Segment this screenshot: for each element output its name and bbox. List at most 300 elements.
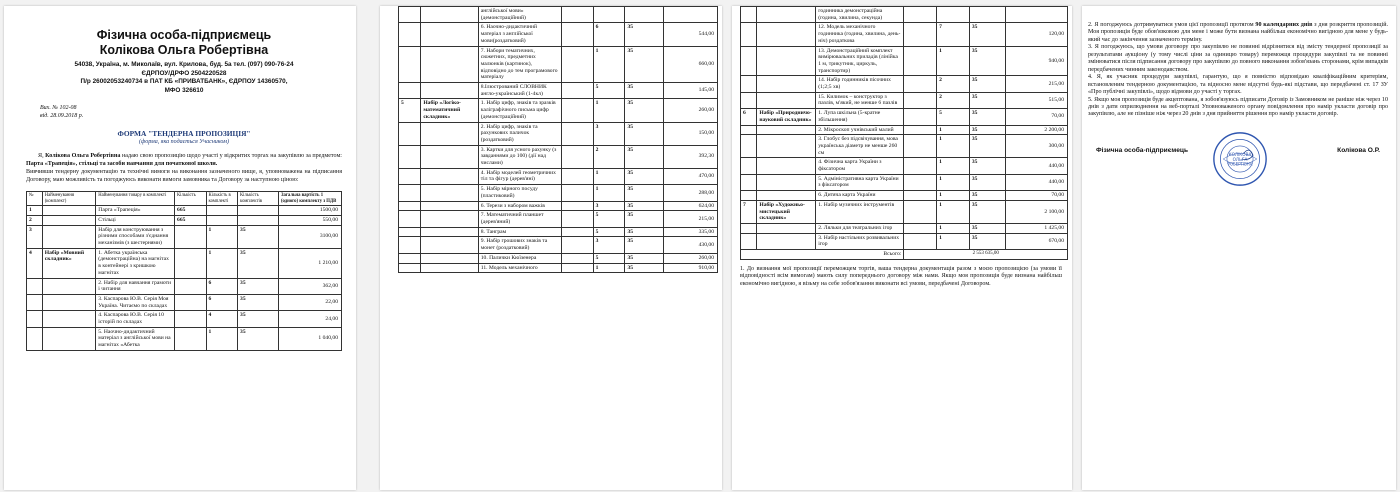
col-header-no: № <box>27 192 43 206</box>
row-number <box>27 294 43 310</box>
set-count: 35 <box>625 122 663 145</box>
quantity <box>904 233 937 249</box>
item-name: 1. Набір цифр, знаків та зразків каліграфічного письма цифр (демонстраційний) <box>478 99 561 122</box>
svg-text:КОЛІКОВА: КОЛІКОВА <box>1228 152 1252 158</box>
table-row <box>741 46 1068 76</box>
item-name: 2. Набір для навчання грамоти і читання <box>96 278 175 294</box>
set-count: 35 <box>969 76 1005 92</box>
item-name: 6. Наочно-дидактичний матеріал з англійської мови(роздатковий) <box>478 23 561 46</box>
set-count: 35 <box>969 109 1005 125</box>
quantity-per-set: 1 <box>593 263 625 273</box>
item-name: 10. Палички Кюїзенера <box>478 253 561 263</box>
quantity: 665 <box>175 215 207 225</box>
quantity-per-set: 1 <box>206 225 238 248</box>
row-number <box>741 174 757 190</box>
item-name: 2. Набір цифр, знаків та рахункових паличок (роздатковий) <box>478 122 561 145</box>
quantity-per-set: 1 <box>937 223 970 233</box>
item-name: 4. Набір моделей геометричних тіл та фігур (дерев'яні) <box>478 168 561 184</box>
quantity-per-set: 1 <box>937 233 970 249</box>
item-name: 1. Набір музичних інструментів <box>816 200 904 223</box>
quantity-per-set: 2 <box>937 76 970 92</box>
note-paragraph-1: 1. До визнання мої пропозиції переможцем торгів, ваша тендерна документація разом з моєю пропозицією (за умови її відповідності всім вимогам) мають силу попереднього договору між нами. Якщо моя пропозиція буде визнана найбільш економічно вигідною, я візьму на себе зобов'язання виконати всі умови, передбачені Договором. <box>740 265 1062 287</box>
total-value: 2 553 635,00 <box>904 250 1068 260</box>
table-row <box>741 135 1068 158</box>
quantity <box>561 168 593 184</box>
ref-number: Вих. № 102-08 <box>40 105 77 112</box>
set-count: 35 <box>625 168 663 184</box>
participant-name: Колікова Ольга Робертівна <box>45 153 121 160</box>
set-count: 35 <box>625 23 663 46</box>
row-number <box>741 233 757 249</box>
set-name <box>421 211 478 227</box>
quantity-per-set: 1 <box>937 135 970 158</box>
set-name <box>421 201 478 211</box>
set-count: 35 <box>625 46 663 83</box>
quantity-per-set: 2 <box>937 92 970 108</box>
set-total-price: 70,00 <box>1005 109 1067 125</box>
document-page-2 <box>380 6 722 490</box>
official-stamp-icon <box>1212 131 1268 187</box>
set-name <box>421 145 478 168</box>
table-row <box>741 125 1068 135</box>
item-name: 7. Набори тематичних, сюжетних, предметних малюнків (картинок), відповідно до тем програмового матеріалу <box>478 46 561 83</box>
document-page-4 <box>1082 6 1396 490</box>
set-count <box>238 206 279 216</box>
item-name: 3. Глобус без підсвічування, мова українська діаметр не менше 260 см <box>816 135 904 158</box>
set-name <box>421 46 478 83</box>
table-row <box>399 227 718 237</box>
set-total-price: 2 100,00 <box>1005 200 1067 223</box>
set-count: 35 <box>969 200 1005 223</box>
header-edrpou: ЄДРПОУ/ДРФО 2504220528 <box>141 69 227 77</box>
set-count: 35 <box>969 135 1005 158</box>
row-number <box>741 7 757 23</box>
intro-paragraph-2: Вивчивши тендерну документацію та технічні вимоги на виконання зазначеного вище, я, уповноважена на підписання Договору, маю можливість та погоджуюсь виконати вимоги замовника та Договору за наступною ціною: <box>26 169 342 183</box>
row-number <box>741 46 757 76</box>
quantity <box>904 158 937 174</box>
table-row <box>27 278 342 294</box>
quantity-per-set: 1 <box>937 200 970 223</box>
col-header-per-set: Кількість в комплекті <box>206 192 238 206</box>
item-name: 1. Лупа шкільна (5-кратне збільшення) <box>816 109 904 125</box>
set-count: 35 <box>238 225 279 248</box>
item-name: Набір для конструювання з різними способами з'єднання механізмів (з шестернями) <box>96 225 175 248</box>
set-total-price <box>663 7 717 23</box>
item-name: 2. Ляльки для театральних ігор <box>816 223 904 233</box>
quantity-per-set: 3 <box>593 122 625 145</box>
set-name <box>757 76 816 92</box>
quantity-per-set: 1 <box>937 191 970 201</box>
paragraph-3: 3. Я погоджуюсь, що умови договору про закупівлю не повинні відрізнятися від змісту тендерної пропозиції за результатами аукціону (у тому числі ціни за одиницю товару) переможця процедури закупівлі та не повинні змінюватися після підписання договору про закупівлю до повного виконання зобов'язань сторонами, крім випадків передбачених чинним законодавством. <box>1088 44 1388 73</box>
set-name <box>757 7 816 23</box>
col-header-item: Найменування товару в комплекті <box>96 192 175 206</box>
set-total-price: 1 210,00 <box>278 248 341 278</box>
quantity-per-set: 3 <box>593 201 625 211</box>
table-row <box>27 327 342 350</box>
quantity-per-set: 1 <box>593 185 625 201</box>
set-count: 35 <box>625 211 663 227</box>
svg-text:ОЛЬГА: ОЛЬГА <box>1232 156 1248 162</box>
row-number <box>399 168 421 184</box>
quantity <box>904 23 937 46</box>
set-name: Набір «Мовний складник» <box>42 248 96 278</box>
set-name <box>757 46 816 76</box>
form-subtitle: (форма, яка подається Учасником) <box>139 139 229 146</box>
table-row <box>741 7 1068 23</box>
row-number: 2 <box>27 215 43 225</box>
quantity <box>561 253 593 263</box>
set-total-price: 300,00 <box>1005 135 1067 158</box>
table-row <box>399 211 718 227</box>
col-header-sets: Кількість комплектів <box>238 192 279 206</box>
set-name <box>42 278 96 294</box>
set-count: 35 <box>969 92 1005 108</box>
quantity <box>561 263 593 273</box>
quantity-per-set <box>937 7 970 23</box>
table-row <box>741 233 1068 249</box>
row-number <box>399 201 421 211</box>
set-total-price: 470,00 <box>663 168 717 184</box>
table-row <box>27 248 342 278</box>
row-number: 5 <box>399 99 421 122</box>
set-total-price: 624,00 <box>663 201 717 211</box>
table-row <box>399 185 718 201</box>
table-row <box>399 201 718 211</box>
set-count: 35 <box>625 99 663 122</box>
table-row <box>399 99 718 122</box>
row-number <box>399 7 421 23</box>
set-total-price: 392,30 <box>663 145 717 168</box>
set-total-price: 670,00 <box>1005 233 1067 249</box>
set-name <box>421 227 478 237</box>
item-name: 11. Модель механічного <box>478 263 561 273</box>
item-name: 1. Абетка українська (демонстраційна) на магнітах в контейнері з кришкою магнітах <box>96 248 175 278</box>
table-row <box>399 46 718 83</box>
quantity <box>561 23 593 46</box>
item-name: 12. Модель механічного годинника (година, хвилина, день-ніч) роздаткова <box>816 23 904 46</box>
set-name <box>757 223 816 233</box>
table-row <box>741 158 1068 174</box>
signatory-title: Фізична особа-підприємець <box>1096 146 1189 154</box>
quantity-per-set: 1 <box>593 46 625 83</box>
svg-text:РОБЕРТІВНА: РОБЕРТІВНА <box>1227 161 1253 167</box>
set-name <box>42 215 96 225</box>
item-name: 9. Набір грошових знаків та монет (роздатковий) <box>478 237 561 253</box>
set-total-price: 1500,00 <box>278 206 341 216</box>
item-name: 5. Набір мірного посуду (пластиковий) <box>478 185 561 201</box>
set-total-price: 1 040,00 <box>278 327 341 350</box>
table-row <box>27 294 342 310</box>
set-total-price: 145,00 <box>663 83 717 99</box>
row-number: 7 <box>741 200 757 223</box>
price-table-page-3 <box>740 6 1068 260</box>
set-count: 35 <box>969 46 1005 76</box>
quantity <box>175 327 207 350</box>
quantity <box>561 7 593 23</box>
row-number <box>741 76 757 92</box>
quantity-per-set: 1 <box>937 158 970 174</box>
item-name: 4. Каспарова Ю.В. Серія 10 історій по складах <box>96 311 175 327</box>
set-total-price: 215,00 <box>663 211 717 227</box>
row-number <box>27 327 43 350</box>
table-row <box>741 109 1068 125</box>
set-name <box>757 174 816 190</box>
form-title: ФОРМА "ТЕНДЕРНА ПРОПОЗИЦІЯ" <box>117 129 251 139</box>
table-row <box>27 206 342 216</box>
set-total-price: 120,00 <box>1005 23 1067 46</box>
item-name: 6. Дитяча карта України <box>816 191 904 201</box>
table-row <box>741 174 1068 190</box>
set-count <box>625 7 663 23</box>
table-row <box>399 7 718 23</box>
item-name: 14. Набір годинників пісочних (1;2;5 хв) <box>816 76 904 92</box>
table-row <box>741 23 1068 46</box>
document-page-3 <box>732 6 1072 490</box>
procurement-subject: Парта «Трапеція», стільці та засоби навчання для початкової школи. <box>26 160 218 167</box>
set-name <box>421 185 478 201</box>
item-name: 4. Фізична карта України з фіксатором <box>816 158 904 174</box>
row-number <box>741 158 757 174</box>
row-number <box>399 263 421 273</box>
item-name: 5. Наочно-дидактичний матеріал з англійської мови на магнітах «Абетка <box>96 327 175 350</box>
paragraph-2: 2. Я погоджуюсь дотримуватися умов цієї пропозиції протягом 90 календарних днів з дня розкриття пропозицій. Моя пропозиція буде обов'язковою для мене і може бути визнана найбільш економічно вигідною для мене у будь-який час до закінчення зазначеного терміну. <box>1088 22 1388 43</box>
set-count: 35 <box>625 185 663 201</box>
set-count: 35 <box>625 263 663 273</box>
quantity <box>561 185 593 201</box>
set-total-price: 260,00 <box>663 253 717 263</box>
table-row <box>27 215 342 225</box>
set-total-price: 660,00 <box>663 46 717 83</box>
table-row <box>399 145 718 168</box>
quantity-per-set: 5 <box>593 83 625 99</box>
quantity-per-set: 1 <box>593 168 625 184</box>
set-total-price: 24,00 <box>278 311 341 327</box>
quantity <box>175 248 207 278</box>
price-table-page-1 <box>26 191 342 351</box>
quantity <box>904 92 937 108</box>
quantity <box>175 278 207 294</box>
set-name <box>757 125 816 135</box>
set-name <box>421 7 478 23</box>
quantity <box>904 223 937 233</box>
set-count: 35 <box>969 191 1005 201</box>
intro-paragraph: Я, Колікова Ольга Робертівна надаю свою пропозицію щодо участі у відкритих торгах на закупівлю за предметом: Парта «Трапеція», стільці та засоби навчання для початкової школи. <box>26 153 342 167</box>
set-name <box>42 327 96 350</box>
quantity-per-set: 5 <box>593 227 625 237</box>
quantity <box>904 7 937 23</box>
col-header-qty: Кількість <box>175 192 207 206</box>
item-name: 6. Терези з набором важків <box>478 201 561 211</box>
table-row <box>741 191 1068 201</box>
set-total-price: 215,00 <box>1005 76 1067 92</box>
quantity <box>561 83 593 99</box>
quantity <box>561 145 593 168</box>
row-number <box>741 223 757 233</box>
total-label: Всього: <box>741 250 904 260</box>
item-name: 3. Набір настільних розвивальних ігор <box>816 233 904 249</box>
table-row <box>399 168 718 184</box>
quantity-per-set: 1 <box>937 46 970 76</box>
quantity <box>561 237 593 253</box>
set-name <box>421 253 478 263</box>
item-name: 2. Мікроскоп учнівський малий <box>816 125 904 135</box>
set-count: 35 <box>625 227 663 237</box>
row-number <box>741 135 757 158</box>
item-name: 13. Демонстраційний комплект вимірювальних приладів (лінійка 1 м, трикутник, циркуль, транспортир) <box>816 46 904 76</box>
quantity <box>904 200 937 223</box>
set-name <box>757 233 816 249</box>
price-table-page-2 <box>398 6 718 273</box>
set-count: 35 <box>625 237 663 253</box>
set-name <box>42 294 96 310</box>
quantity <box>904 76 937 92</box>
set-total-price: 440,00 <box>1005 158 1067 174</box>
quantity-per-set: 6 <box>206 278 238 294</box>
quantity <box>561 122 593 145</box>
item-name: 7. Математичний планшет (дерев'яний) <box>478 211 561 227</box>
header-mfo: МФО 326610 <box>164 86 204 94</box>
col-header-set: Найменування (комплект) <box>42 192 96 206</box>
set-total-price: 335,00 <box>663 227 717 237</box>
set-count: 35 <box>238 311 279 327</box>
set-total-price: 288,00 <box>663 185 717 201</box>
row-number <box>399 46 421 83</box>
set-count: 35 <box>969 223 1005 233</box>
document-page-1 <box>4 6 356 490</box>
quantity <box>175 311 207 327</box>
quantity <box>561 211 593 227</box>
set-total-price: 70,00 <box>1005 191 1067 201</box>
quantity-per-set <box>593 7 625 23</box>
set-name: Набір «Природничо-науковий складник» <box>757 109 816 125</box>
row-number: 6 <box>741 109 757 125</box>
ref-date: від. 28.09.2018 р. <box>40 112 84 119</box>
table-row <box>399 253 718 263</box>
quantity <box>904 174 937 190</box>
set-name <box>421 168 478 184</box>
set-name <box>421 263 478 273</box>
set-total-price: 2 200,00 <box>1005 125 1067 135</box>
quantity <box>561 99 593 122</box>
set-count: 35 <box>625 253 663 263</box>
row-number <box>27 311 43 327</box>
quantity-per-set: 7 <box>937 23 970 46</box>
item-name: годинника демонстраційна (година, хвилина, секунда) <box>816 7 904 23</box>
set-name <box>42 206 96 216</box>
set-count: 35 <box>969 233 1005 249</box>
set-name <box>421 83 478 99</box>
quantity <box>175 294 207 310</box>
quantity-per-set: 5 <box>593 211 625 227</box>
item-name: Стільці <box>96 215 175 225</box>
quantity <box>904 125 937 135</box>
set-name <box>421 237 478 253</box>
quantity-per-set: 1 <box>206 248 238 278</box>
row-number <box>741 125 757 135</box>
table-row <box>399 263 718 273</box>
set-total-price: 1 425,00 <box>1005 223 1067 233</box>
table-row <box>741 223 1068 233</box>
set-total-price: 430,00 <box>663 237 717 253</box>
row-number <box>399 227 421 237</box>
item-name: 15. Килимок – конструктор з пазлів, м'який, не менше 6 пазлів <box>816 92 904 108</box>
quantity <box>175 225 207 248</box>
row-number <box>399 211 421 227</box>
set-name <box>421 122 478 145</box>
set-count <box>969 7 1005 23</box>
quantity: 665 <box>175 206 207 216</box>
set-count: 35 <box>969 125 1005 135</box>
set-total-price: 910,00 <box>663 263 717 273</box>
set-count: 35 <box>238 294 279 310</box>
header-title-line-1: Фізична особа-підприємець <box>96 28 272 42</box>
set-count: 35 <box>969 23 1005 46</box>
quantity-per-set: 1 <box>937 125 970 135</box>
quantity-per-set: 2 <box>593 145 625 168</box>
table-row <box>27 311 342 327</box>
set-total-price: 3100,00 <box>278 225 341 248</box>
quantity-per-set: 6 <box>206 294 238 310</box>
quantity-per-set <box>206 206 238 216</box>
row-number: 4 <box>27 248 43 278</box>
set-count: 35 <box>238 278 279 294</box>
set-count: 35 <box>625 145 663 168</box>
header-address: 54038, Україна, м. Миколаїв, вул. Крилова, буд. 5а тел. (097) 090-76-24 <box>74 61 294 68</box>
table-row <box>741 76 1068 92</box>
row-number: 3 <box>27 225 43 248</box>
set-count: 35 <box>238 327 279 350</box>
set-name <box>757 23 816 46</box>
set-total-price <box>1005 7 1067 23</box>
quantity-per-set: 5 <box>937 109 970 125</box>
row-number <box>399 185 421 201</box>
item-name: англійської мови» (демонстраційний) <box>478 7 561 23</box>
set-name <box>42 225 96 248</box>
quantity-per-set: 4 <box>206 311 238 327</box>
quantity <box>904 109 937 125</box>
total-row <box>741 250 1068 260</box>
row-number <box>741 191 757 201</box>
item-name: 3. Каспарова Ю.В. Серія Моя Україна. Читаємо по складах <box>96 294 175 310</box>
set-total-price: 550,00 <box>278 215 341 225</box>
row-number <box>399 83 421 99</box>
item-name: 8. Танграм <box>478 227 561 237</box>
set-total-price: 544,00 <box>663 23 717 46</box>
set-total-price: 22,00 <box>278 294 341 310</box>
table-row <box>399 122 718 145</box>
set-total-price: 260,00 <box>663 99 717 122</box>
set-total-price: 150,00 <box>663 122 717 145</box>
set-count: 35 <box>625 83 663 99</box>
signature-block <box>1088 131 1388 221</box>
set-name <box>421 23 478 46</box>
set-count: 35 <box>969 158 1005 174</box>
row-number <box>399 253 421 263</box>
row-number <box>399 237 421 253</box>
item-name: 5. Адміністративна карта України з фіксатором <box>816 174 904 190</box>
table-row <box>27 225 342 248</box>
quantity <box>561 46 593 83</box>
item-name: Парта «Трапеція» <box>96 206 175 216</box>
header-title-line-2: Колікова Ольга Робертівна <box>99 43 269 57</box>
row-number <box>741 92 757 108</box>
quantity <box>904 46 937 76</box>
paragraph-4: 4. Я, як учасник процедури закупівлі, гарантую, що я повністю відповідаю кваліфікаційним критеріям, встановленим тендерною документацією, та відносно мене відсутні будь-які підстави, що передбачені ст. 17 ЗУ «Про публічні закупівлі», щодо відмови до участі у торгах. <box>1088 74 1388 96</box>
quantity-per-set: 6 <box>593 23 625 46</box>
table-row <box>741 92 1068 108</box>
quantity-per-set: 1 <box>937 174 970 190</box>
set-count <box>238 215 279 225</box>
